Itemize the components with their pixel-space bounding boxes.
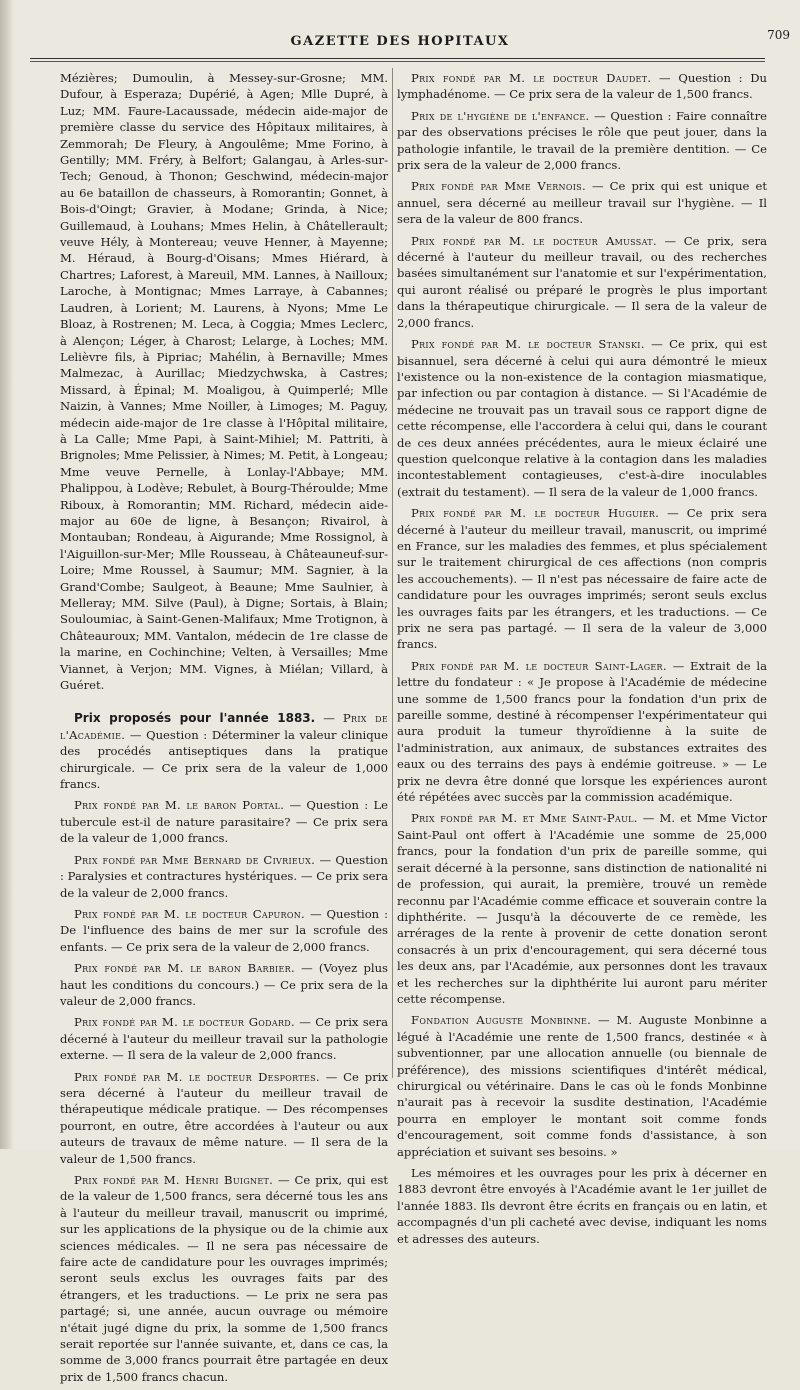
closing-paragraph: Les mémoires et les ouvrages pour les prix à décerner en 1883 devront être envoyés à l'Académie avant le 1er juillet de l'année 1883. Ils devront être écrits en français ou en latin, et accompagnés d'un pli cacheté avec devise, indiquant les noms et adresses des auteurs. [397,1166,767,1246]
column-divider [392,68,393,1078]
right-column [397,70,767,1252]
prize-paragraph: Prix fondé par M. le docteur Huguier. — Ce prix sera décerné à l'auteur du meilleur travail, manuscrit, ou imprimé en France, sur les maladies des femmes, et plus spécialement sur le traitement chirurgical de ces affections (non compris les accouchements). — Il n'est pas nécessaire de faire acte de candidature pour les ouvrages imprimés; seront seuls exclus les ouvrages faits par les étrangers, et les traductions. — Ce prix ne sera pas partagé. — Il sera de la valeur de 3,000 francs. [397,506,767,652]
header-rule-secondary [30,61,765,62]
prize-paragraph: Prix fondé par M. le docteur Daudet. — Question : Du lymphadénome. — Ce prix sera de la valeur de 1,500 francs. [397,71,767,102]
prize-paragraph: Prix fondé par M. le docteur Stanski. — Ce prix, qui est bisannuel, sera décerné à celui qui aura démontré le mieux l'existence ou la non-existence de la contagion miasmatique, par infection ou par contagion à distance. — Si l'Académie de médecine ne trouvait pas un travail sous ce rapport digne de cette récompense, elle l'accordera à celui qui, dans le courant de ces deux années précédentes, aura le mieux éclairé une question quelconque relative à la contagion dans les maladies incontestablement contagieuses, c'est-à-dire inoculables (extrait du testament). — Il sera de la valeur de 1,000 francs. [397,337,767,499]
page-header [40,22,790,62]
prize-paragraph: Prix fondé par Mme Bernard de Civrieux. — Question : Paralysies et contractures hystériques. — Ce prix sera de la valeur de 2,000 francs. [60,852,389,900]
section-prize-label: Prix de l'Académie. [60,711,388,742]
header-rule [30,58,765,59]
laureates-list: Mézières; Dumoulin, à Messey-sur-Grosne; MM. Dufour, à Esperaza; Dupérié, à Agen; Mlle Dupré, à Luz; MM. Faure-Lacaussade, médecin aide-major de première classe du service des Hôpitaux militaires, à Zemmorah; De Fleury, à Angoulême; Mme Forino, à Gentilly; MM. Fréry, à Belfort; Galangau, à Arles-sur-Tech; Genoud, à Thonon; Geschwind, médecin-major au 6e bataillon de chasseurs, à Romorantin; Gonnet, à Bois-d'Oingt; Gravier, à Modane; Grinda, à Nice; Guillemaud, à Louhans; Mmes Helin, à Châtellerault; veuve Hély, à Montereau; veuve Henner, à Mayenne; M. Héraud, à Bourg-d'Oisans; Mmes Hiérard, à Chartres; Laforest, à Mareuil, MM. Lannes, à Nailloux; Laroche, à Montignac; Mmes Larraye, à Cabannes; Laudren, à Lorient; M. Laurens, à Nyons; Mme Le Bloaz, à Rostrenen; M. Leca, à Coggia; Mmes Leclerc, à Alençon; Léger, à Charost; Lelarge, à Loches; MM. Lelièvre fils, à Pipriac; Mahélin, à Bernaville; Mmes Malmezac, à Aurillac; Miedzychwska, à Castres; Missard, à Épinal; M. Moaligou, à Quimperlé; Mlle Naizin, à Vannes; Mme Noiller, à Limoges; M. Paguy, médecin aide-major de 1re classe à l'Hôpital militaire, à La Calle; Mme Papi, à Saint-Mihiel; M. Pattriti, à Brignoles; Mme Pelissier, à Nimes; M. Petit, à Longeau; Mme veuve Pernelle, à Lonlay-l'Abbaye; MM. Phalippou, à Lodève; Rebulet, à Bourg-Théroulde; Mme Riboux, à Romorantin; MM. Richard, médecin aide-major au 60e de ligne, à Besançon; Rivairol, à Montauban; Rondeau, à Aigurande; Mme Rossignol, à l'Aiguillon-sur-Mer; Mlle Rousseau, à Châteauneuf-sur-Loire; Mme Roussel, à Saumur; MM. Sagnier, à la Grand'Combe; Saulgeot, à Beaune; Mme Saulnier, à Melleray; MM. Silve (Paul), à Digne; Sortais, à Blain; Souloumiac, à Saint-Genen-Malifaux; Mme Trotignon, à Châteauroux; MM. Vantalon, médecin de 1re classe de la marine, en Cochinchine; Velten, à Versailles; Mme Viannet, à Verjon; MM. Vignes, à Miélan; Villard, à Guéret. [60,71,388,693]
section-prize-text: — Question : Déterminer la valeur clinique des procédés antiseptiques dans la pratique chirurgicale. — Ce prix sera de la valeur de 1,000 francs. [60,727,389,792]
section-heading: Prix proposés pour l'année 1883. [74,711,316,726]
page-number: 709 [767,28,790,42]
prize-section-intro: Prix proposés pour l'année 1883. — Prix de l'Académie. — Question : Déterminer la valeur clinique des procédés antiseptiques dans la pratique chirurgicale. — Ce prix sera de la valeur de 1,000 francs. [60,711,389,792]
prize-paragraph: Prix fondé par M. le baron Portal. — Question : Le tubercule est-il de nature parasitaire? — Ce prix sera de la valeur de 1,000 francs. [60,798,389,846]
prize-paragraph: Prix fondé par M. le baron Barbier. — (Voyez plus haut les conditions du concours.) — Ce prix sera de la valeur de 2,000 francs. [60,961,388,1008]
prize-paragraph: Fondation Auguste Monbinne. — M. Auguste Monbinne a légué à l'Académie une rente de 1,500 francs, destinée « à subventionner, par une allocation annuelle (ou biennale de préférence), des missions scientifiques d'intérêt médical, chirurgical ou vétérinaire. Dans le cas où le fonds Monbinne n'aurait pas à recevoir la susdite destination, l'Académie pourra en employer le montant soit comme fonds d'encouragement, soit comme fonds d'assistance, à son appréciation et suivant ses besoins. » [397,1013,768,1159]
prize-paragraph: Prix fondé par M. Henri Buignet. — Ce prix, qui est de la valeur de 1,500 francs, sera décerné tous les ans à l'auteur du meilleur travail, manuscrit ou imprimé, sur les applications de la physique ou de la chimie aux sciences médicales. — Il ne sera pas nécessaire de faire acte de candidature pour les ouvrages imprimés; seront seuls exclus les ouvrages faits par des étrangers, et les traductions. — Le prix ne sera pas partagé; si, une année, aucun ouvrage ou mémoire n'était jugé digne du prix, la somme de 1,500 francs serait reportée sur l'année suivante, et, dans ce cas, la somme de 3,000 francs pourrait être partagée en deux prix de 1,500 francs chacun. [60,1173,389,1384]
prize-paragraph: Prix fondé par M. le docteur Desportes. — Ce prix sera décerné à l'auteur du meilleur travail de thérapeutique médicale pratique. — Des récompenses pourront, en outre, être accordées à l'auteur ou aux auteurs de travaux de même nature. — Il sera de la valeur de 1,500 francs. [60,1069,388,1166]
left-column [60,70,388,1390]
header-title: GAZETTE DES HOPITAUX [290,34,510,49]
binding-spine [0,0,14,1149]
prize-paragraph: Prix de l'hygiène de l'enfance. — Question : Faire connaître par des observations précises le rôle que peut jouer, dans la pathologie infantile, le travail de la première dentition. — Ce prix sera de la valeur de 2,000 francs. [397,108,767,173]
prize-paragraph: Prix fondé par M. le docteur Saint-Lager. — Extrait de la lettre du fondateur : « Je propose à l'Académie de médecine une somme de 1,500 francs pour la fondation d'un prix de pareille somme, destiné à récompenser l'expérimentateur qui aura produit la tumeur thyroïdienne à la suite de l'administration, aux animaux, de substances extraites des eaux ou des terrains des pays à endémie goitreuse. » — Le prix ne devra être donné que lorsque les expériences auront été répétées avec succès par la commission académique. [397,658,767,805]
prize-paragraph: Prix fondé par M. le docteur Godard. — Ce prix sera décerné à l'auteur du meilleur travail sur la pathologie externe. — Il sera de la valeur de 2,000 francs. [60,1015,389,1063]
prize-paragraph: Prix fondé par M. le docteur Amussat. — Ce prix, sera décerné à l'auteur du meilleur travail, ou des recherches basées simultanément sur l'anatomie et sur l'expérimentation, qui auront réalisé ou préparé le progrès le plus important dans la thérapeutique chirurgicale. — Il sera de la valeur de 2,000 francs. [397,233,768,330]
prize-paragraph: Prix fondé par M. et Mme Saint-Paul. — M. et Mme Victor Saint-Paul ont offert à l'Académie une somme de 25,000 francs, pour la fondation d'un prix de pareille somme, qui serait décerné à la personne, sans distinction de nationalité ni de profession, qui aurait, la première, trouvé un remède reconnu par l'Académie comme efficace et souverain contre la diphthérite. — Jusqu'à la découverte de ce remède, les arrérages de la rente à provenir de cette donation seront consacrés à un prix d'encouragement, qui sera décerné tous les deux ans, par l'Académie, aux personnes dont les travaux et les recherches sur la diphthérite lui auront paru mériter cette récompense. [397,811,767,1006]
prize-paragraph: Prix fondé par Mme Vernois. — Ce prix qui est unique et annuel, sera décerné au meilleur travail sur l'hygiène. — Il sera de la valeur de 800 francs. [397,179,767,227]
prize-paragraph: Prix fondé par M. le docteur Capuron. — Question : De l'influence des bains de mer sur la scrofule des enfants. — Ce prix sera de la valeur de 2,000 francs. [60,906,389,954]
